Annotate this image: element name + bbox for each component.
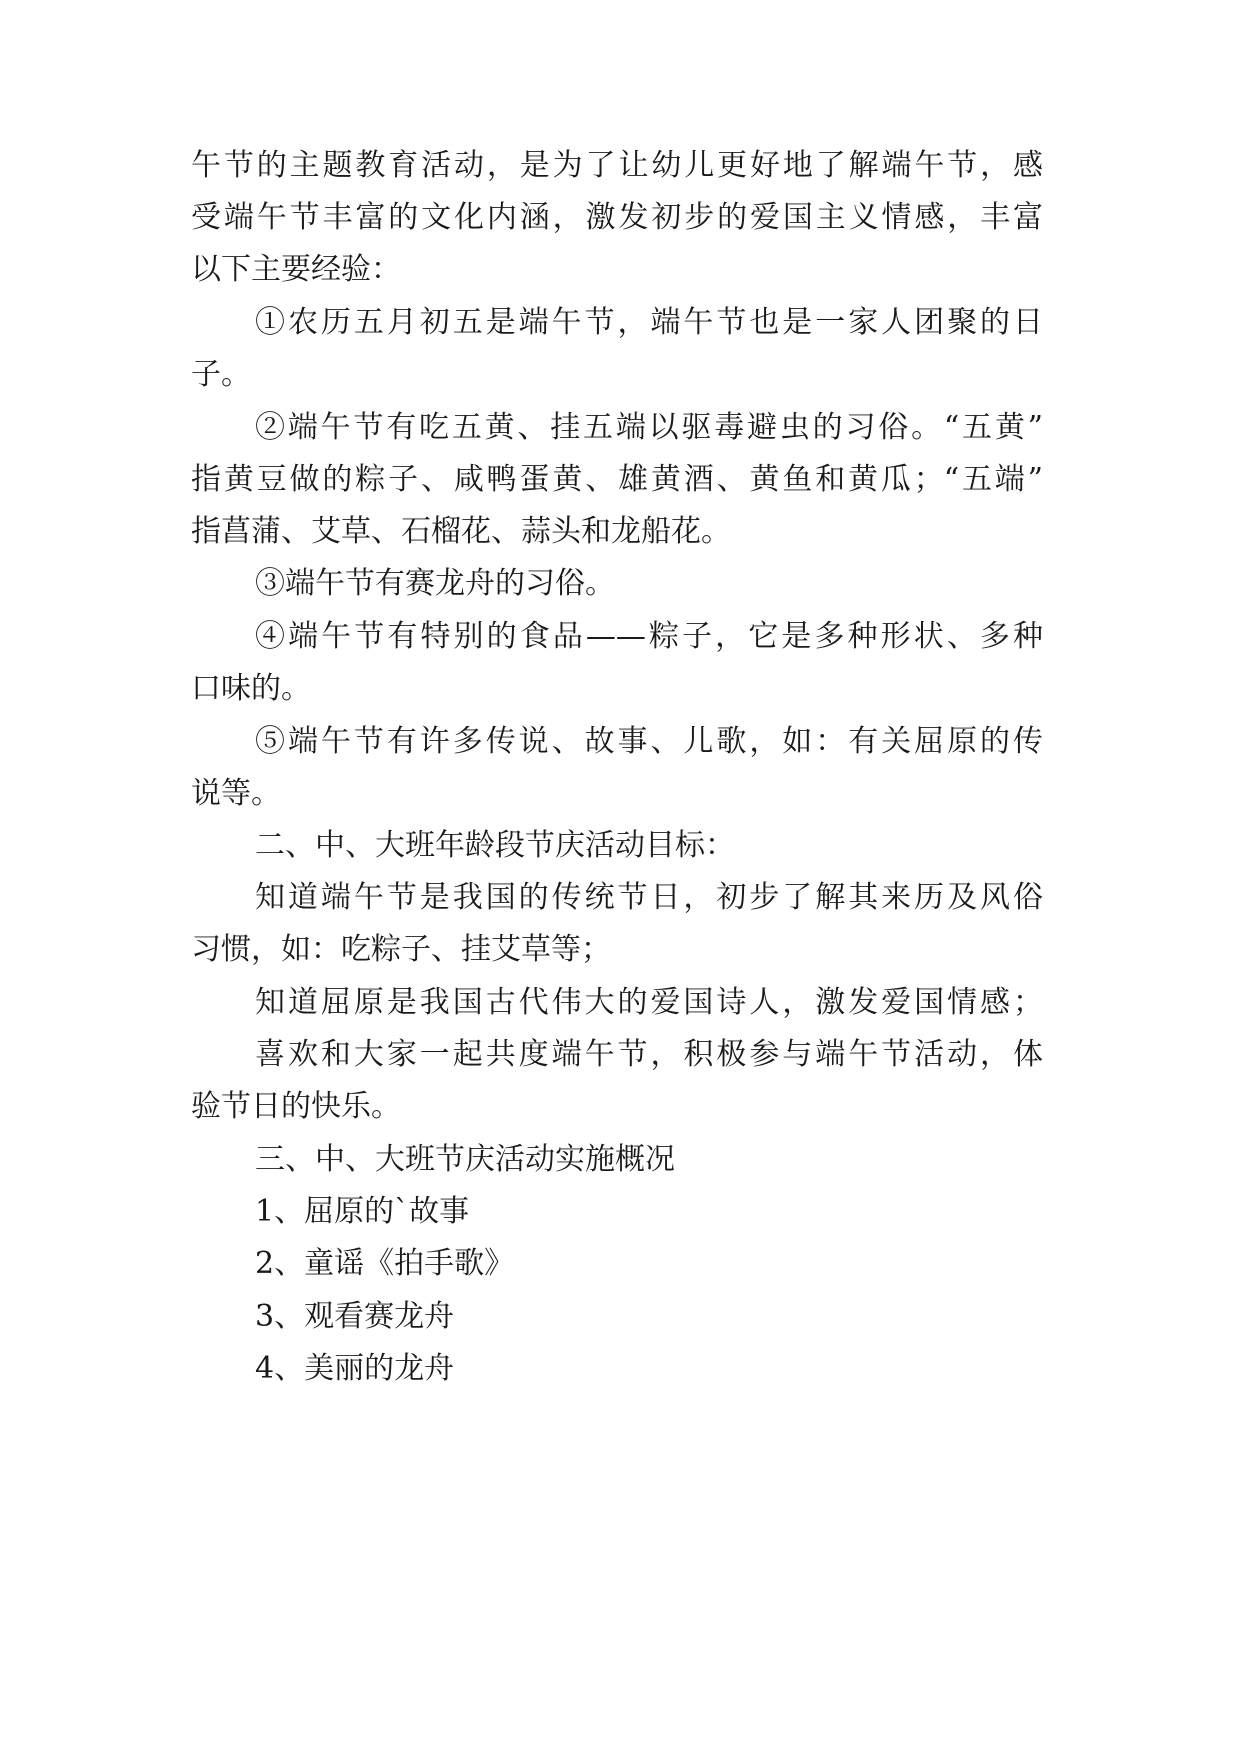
- text-line: 喜欢和大家一起共度端午节，积极参与端午节活动，体: [255, 1037, 1043, 1072]
- text-line: 午节的主题教育活动，是为了让幼儿更好地了解端午节，感: [191, 148, 1043, 183]
- text-line: 子。: [191, 357, 251, 392]
- text-line: 指菖蒲、艾草、石榴花、蒜头和龙船花。: [191, 514, 731, 549]
- list-item: 1、屈原的`故事: [255, 1194, 470, 1229]
- text-line: 知道屈原是我国古代伟大的爱国诗人，激发爱国情感；: [255, 985, 1043, 1020]
- list-item-text: ②端午节有吃五黄、挂五端以驱毒避虫的习俗。“五黄”: [255, 410, 1043, 445]
- text-line: 习惯，如：吃粽子、挂艾草等；: [191, 932, 611, 967]
- text-line: 受端午节丰富的文化内涵，激发初步的爱国主义情感，丰富: [191, 200, 1043, 235]
- list-item: 4、美丽的龙舟: [255, 1351, 455, 1386]
- list-item-text: ①农历五月初五是端午节，端午节也是一家人团聚的日: [255, 305, 1043, 340]
- list-item-text: ④端午节有特别的食品——粽子，它是多种形状、多种: [255, 619, 1043, 654]
- section-heading: 二、中、大班年龄段节庆活动目标：: [255, 828, 735, 863]
- text-line: 知道端午节是我国的传统节日，初步了解其来历及风俗: [255, 880, 1043, 915]
- list-item: 2、童谣《拍手歌》: [255, 1246, 515, 1281]
- text-line: 说等。: [191, 776, 281, 811]
- section-heading: 三、中、大班节庆活动实施概况: [255, 1142, 675, 1177]
- list-item-text: ③端午节有赛龙舟的习俗。: [255, 566, 615, 601]
- text-line: 指黄豆做的粽子、咸鸭蛋黄、雄黄酒、黄鱼和黄瓜；“五端”: [191, 462, 1043, 497]
- text-line: 验节日的快乐。: [191, 1089, 401, 1124]
- text-line: 口味的。: [191, 671, 311, 706]
- list-item-text: ⑤端午节有许多传说、故事、儿歌，如：有关屈原的传: [255, 724, 1043, 759]
- list-item: 3、观看赛龙舟: [255, 1299, 455, 1334]
- text-line: 以下主要经验：: [191, 252, 401, 287]
